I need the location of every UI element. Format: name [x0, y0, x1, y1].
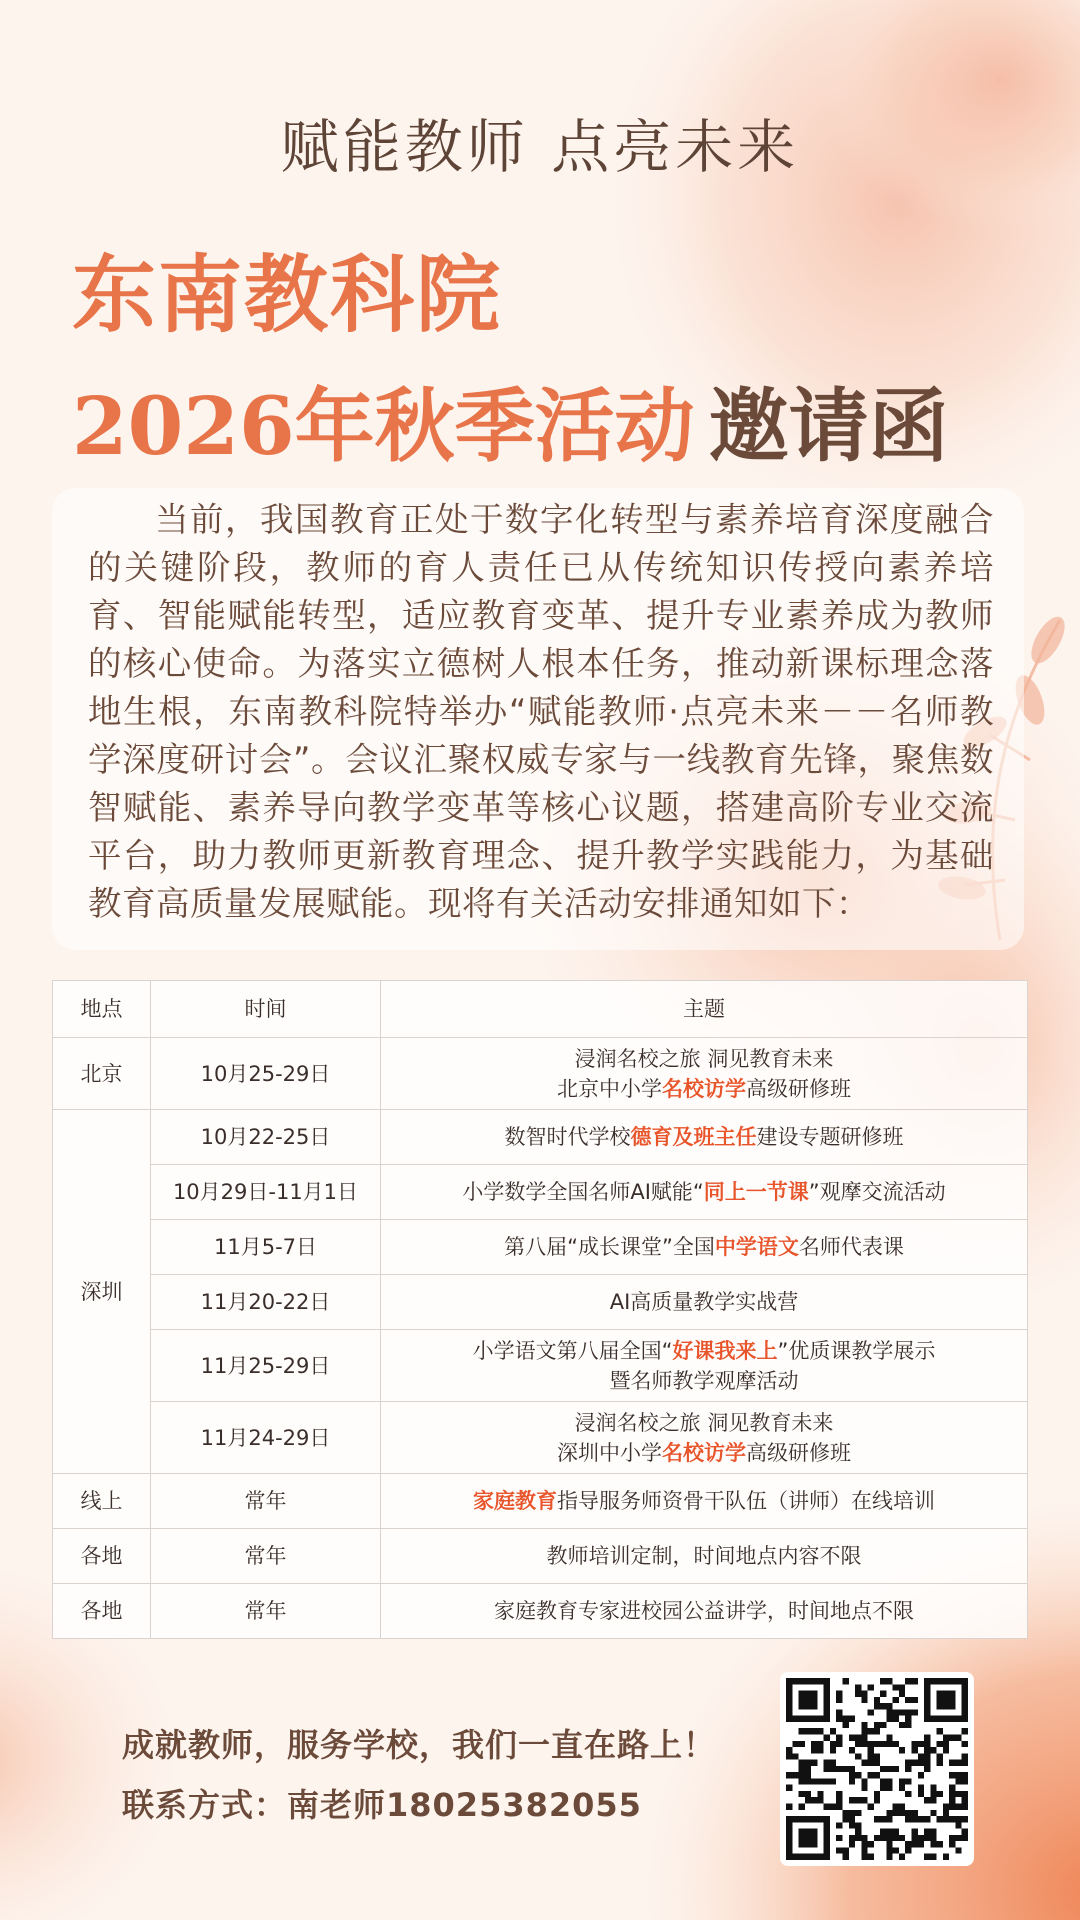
topic-highlight: 好课我来上	[672, 1338, 778, 1363]
cell-topic	[381, 1165, 1028, 1220]
header-location: 地点	[53, 981, 151, 1038]
cell-topic	[381, 1330, 1028, 1402]
table-row	[53, 1165, 1028, 1220]
table-row	[53, 1275, 1028, 1330]
topic-text: 名师代表课	[798, 1235, 904, 1259]
qr-code-icon[interactable]	[780, 1672, 974, 1866]
cell-topic: 家庭教育专家进校园公益讲学，时间地点不限	[381, 1584, 1028, 1639]
topic-text: 小学数学全国名师AI赋能“	[462, 1180, 704, 1204]
cell-time: 10月22-25日	[151, 1110, 381, 1165]
topic-text: 指导服务师资骨干队伍（讲师）在线培训	[557, 1489, 935, 1513]
cell-time: 11月20-22日	[151, 1275, 381, 1330]
schedule-table	[52, 980, 1028, 1639]
cell-topic	[381, 1402, 1028, 1474]
topic-text: 高级研修班	[746, 1440, 851, 1465]
cell-time: 11月24-29日	[151, 1402, 381, 1474]
slogan: 赋能教师 点亮未来	[280, 113, 800, 181]
cell-location: 各地	[53, 1529, 151, 1584]
topic-text: 高级研修班	[746, 1076, 851, 1101]
table-row	[53, 1110, 1028, 1165]
topic-highlight: 名校访学	[662, 1076, 746, 1101]
table-row	[53, 1584, 1028, 1639]
table-header-row	[53, 981, 1028, 1038]
table-row	[53, 1474, 1028, 1529]
cell-location: 各地	[53, 1584, 151, 1639]
topic-text: 数智时代学校	[504, 1125, 631, 1149]
cell-location: 深圳	[53, 1110, 151, 1474]
topic-highlight: 德育及班主任	[630, 1125, 757, 1149]
cell-topic	[381, 1474, 1028, 1529]
topic-highlight: 家庭教育	[473, 1489, 557, 1513]
cell-topic	[381, 1110, 1028, 1165]
topic-text: ”观摩交流活动	[808, 1180, 946, 1204]
topic-highlight: 中学语文	[714, 1235, 799, 1259]
cell-time: 常年	[151, 1584, 381, 1639]
cell-time: 常年	[151, 1529, 381, 1584]
cell-topic	[381, 1220, 1028, 1275]
table-row	[53, 1330, 1028, 1402]
title-organization: 东南教科院	[72, 245, 503, 344]
topic-text: 北京中小学	[557, 1076, 662, 1101]
cell-time: 11月25-29日	[151, 1330, 381, 1402]
cell-time: 常年	[151, 1474, 381, 1529]
table-row	[53, 1529, 1028, 1584]
topic-text: 暨名师教学观摩活动	[609, 1368, 799, 1393]
table-row	[53, 1220, 1028, 1275]
cell-time: 10月29日-11月1日	[151, 1165, 381, 1220]
intro-panel	[52, 488, 1024, 950]
topic-text: 小学语文第八届全国“	[472, 1338, 673, 1363]
title-invitation: 邀请函	[708, 379, 949, 473]
topic-text: 浸润名校之旅 洞见教育未来	[574, 1046, 834, 1071]
topic-highlight: 名校访学	[662, 1440, 746, 1465]
intro-text: 当前，我国教育正处于数字化转型与素养培育深度融合的关键阶段，教师的育人责任已从传统知识传授向素养培育、智能赋能转型，适应教育变革、提升专业素养成为教师的核心使命。为落实立德树人根本任务，推动新课标理念落地生根，东南教科院特举办“赋能教师·点亮未来－－名师教学深度研讨会”。会议汇聚权威专家与一线教育先锋，聚焦数智赋能、素养导向教学变革等核心议题，搭建高阶专业交流平台，助力教师更新教育理念、提升教学实践能力，为基础教育高质量发展赋能。现将有关活动安排通知如下：	[88, 500, 994, 923]
footer-motto: 成就教师，服务学校，我们一直在路上！	[122, 1726, 717, 1764]
table-row	[53, 1402, 1028, 1474]
cell-location: 北京	[53, 1038, 151, 1110]
header-time: 时间	[151, 981, 381, 1038]
topic-text: ”优质课教学展示	[777, 1338, 936, 1363]
cell-time: 11月5-7日	[151, 1220, 381, 1275]
footer-contact: 联系方式：南老师18025382055	[122, 1786, 642, 1824]
title-event	[72, 362, 949, 477]
header-topic: 主题	[381, 981, 1028, 1038]
topic-text: 建设专题研修班	[756, 1125, 904, 1149]
cell-time: 10月25-29日	[151, 1038, 381, 1110]
table-row	[53, 1038, 1028, 1110]
cell-topic: 教师培训定制，时间地点内容不限	[381, 1529, 1028, 1584]
title-event-main: 2026年秋季活动	[72, 379, 695, 473]
cell-topic: AI高质量教学实战营	[381, 1275, 1028, 1330]
topic-highlight: 同上一节课	[703, 1180, 809, 1204]
topic-text: 深圳中小学	[557, 1440, 662, 1465]
topic-text: 第八届“成长课堂”全国	[504, 1235, 715, 1259]
topic-text: 浸润名校之旅 洞见教育未来	[574, 1410, 834, 1435]
cell-location: 线上	[53, 1474, 151, 1529]
cell-topic	[381, 1038, 1028, 1110]
